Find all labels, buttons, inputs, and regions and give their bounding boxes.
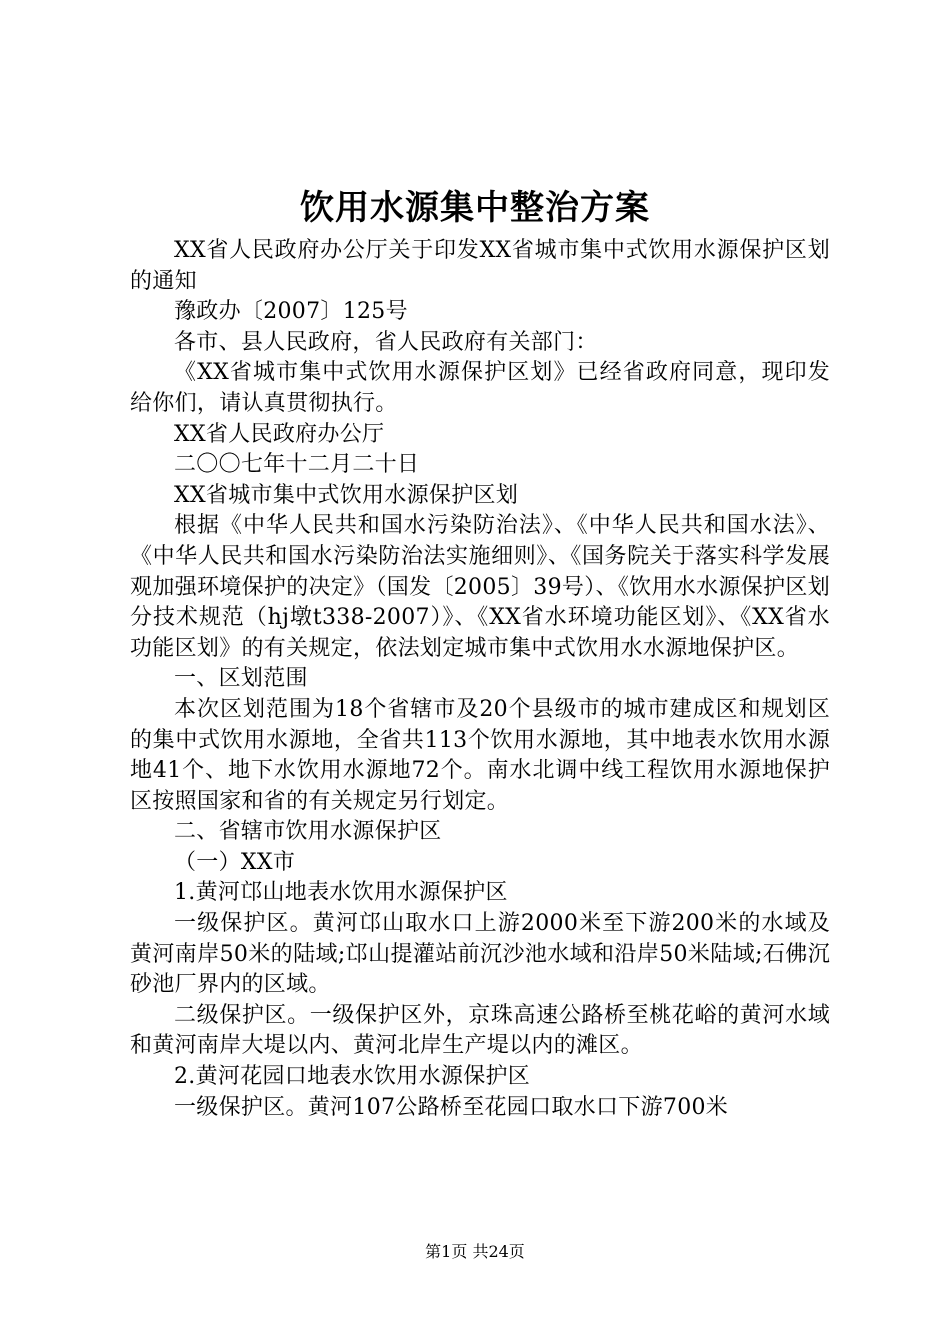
document-body bbox=[130, 236, 830, 1123]
subsection-heading-city: （一）XX市 bbox=[174, 849, 296, 875]
paragraph-mangshan-secondary: 二级保护区。一级保护区外，京珠高速公路桥至桃花峪的黄河水域和黄河南岸大堤以内、黄河北岸生产堤以内的滩区。 bbox=[130, 1002, 830, 1059]
paragraph-scope: 本次区划范围为18个省辖市及20个县级市的城市建成区和规划区的集中式饮用水源地，全省共113个饮用水源地，其中地表水饮用水源地41个、地下水饮用水源地72个。南水北调中线工程饮用水源地保护区按照国家和省的有关规定另行划定。 bbox=[130, 696, 830, 814]
paragraph-addressee: 各市、县人民政府，省人民政府有关部门： bbox=[174, 329, 598, 355]
paragraph-notice-body: 《XX省城市集中式饮用水源保护区划》已经省政府同意，现印发给你们，请认真贯彻执行。 bbox=[130, 360, 830, 416]
paragraph-huayuankou-primary: 一级保护区。黄河107公路桥至花园口取水口下游700米 bbox=[174, 1094, 729, 1120]
paragraph-issuer: XX省人民政府办公厅 bbox=[174, 421, 385, 447]
paragraph-legal-basis: 根据《中华人民共和国水污染防治法》、《中华人民共和国水法》、《中华人民共和国水污染防治法实施细则》、《国务院关于落实科学发展观加强环境保护的决定》（国发〔2005〕39号）、《饮用水水源保护区划分技术规范（hj墩t338-2007）》、《XX省水环境功能区划》、《XX省水功能区划》的有关规定，依法划定城市集中式饮用水水源地保护区。 bbox=[130, 513, 830, 661]
paragraph-plan-title: XX省城市集中式饮用水源保护区划 bbox=[174, 482, 519, 508]
paragraph-notice-title: XX省人民政府办公厅关于印发XX省城市集中式饮用水源保护区划的通知 bbox=[130, 238, 830, 294]
section-heading-scope: 一、区划范围 bbox=[174, 666, 308, 692]
document-title: 饮用水源集中整治方案 bbox=[300, 188, 650, 228]
item-heading-mangshan: 1.黄河邙山地表水饮用水源保护区 bbox=[174, 880, 508, 906]
section-heading-city-sources: 二、省辖市饮用水源保护区 bbox=[174, 819, 442, 845]
paragraph-date: 二〇〇七年十二月二十日 bbox=[174, 452, 420, 478]
item-heading-huayuankou: 2.黄河花园口地表水饮用水源保护区 bbox=[174, 1064, 531, 1090]
paragraph-document-number: 豫政办〔2007〕125号 bbox=[174, 299, 408, 325]
paragraph-mangshan-primary: 一级保护区。黄河邙山取水口上游2000米至下游200米的水域及黄河南岸50米的陆域;邙山提灌站前沉沙池水域和沿岸50米陆域;石佛沉砂池厂界内的区域。 bbox=[130, 911, 830, 998]
page-footer: 第1页 共24页 bbox=[425, 1242, 525, 1261]
